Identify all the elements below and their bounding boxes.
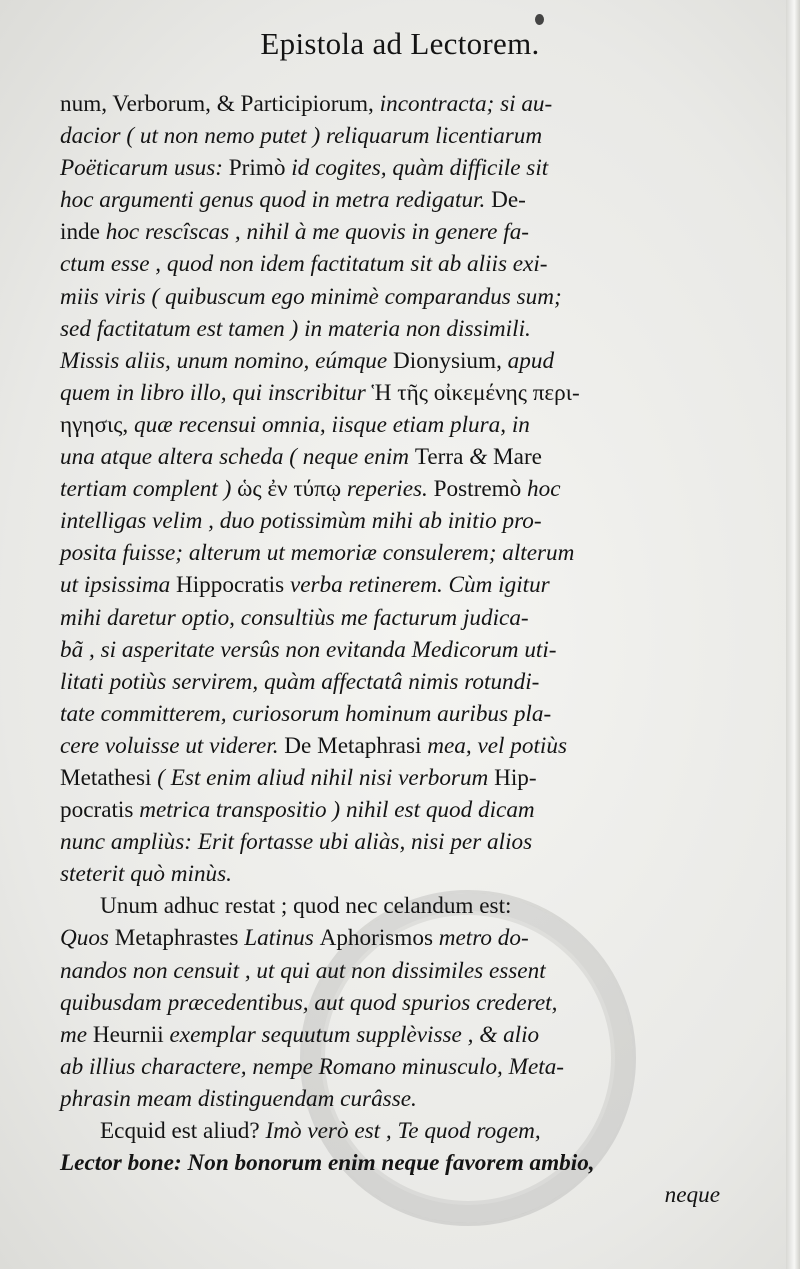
- page-edge: [786, 0, 800, 1269]
- text-line: [60, 955, 720, 987]
- text-line: [60, 1051, 720, 1083]
- text-segment: num, Verborum, & Participiorum,: [60, 91, 380, 117]
- text-segment: tertiam complent ): [60, 476, 238, 503]
- text-segment: Metaphrastes: [114, 925, 245, 952]
- text-line: [60, 377, 720, 409]
- text-line: [60, 1019, 720, 1051]
- text-line: [60, 730, 720, 762]
- text-line: [60, 858, 720, 890]
- running-header: Epistola ad Lectorem.: [260, 26, 540, 61]
- text-segment: Heurnii: [92, 1021, 170, 1048]
- text-segment: mea, vel potiùs: [427, 732, 567, 759]
- ink-spot: [535, 14, 544, 25]
- text-line: [60, 602, 720, 634]
- text-line: [60, 826, 720, 858]
- text-segment: De Metaphrasi: [284, 732, 428, 759]
- text-line: [60, 473, 720, 505]
- text-line: [60, 505, 720, 537]
- text-segment: Ecquid est aliud?: [100, 1118, 266, 1144]
- text-line: [60, 537, 720, 569]
- text-segment: posita fuisse; alterum ut memoriæ consulerem; alterum: [60, 540, 575, 567]
- body-text: [60, 88, 720, 1211]
- text-segment: Aphorismos: [319, 925, 439, 952]
- text-segment: metrica transpositio ) nihil est quod dicam: [139, 797, 535, 824]
- text-segment: tate committerem, curiosorum hominum auribus pla-: [60, 700, 552, 727]
- text-line: [60, 184, 720, 216]
- text-segment: litati potiùs servirem, quàm affectatâ nimis rotundi-: [60, 668, 540, 695]
- text-segment: verba retinerem. Cùm igitur: [289, 572, 550, 599]
- text-segment: Postremò: [433, 476, 528, 503]
- text-segment: neque: [664, 1182, 720, 1209]
- text-line: [60, 88, 720, 120]
- text-segment: mihi daretur optio, consultiùs me facturum judica-: [60, 604, 529, 631]
- text-line: [60, 120, 720, 152]
- text-segment: ut ipsissima: [60, 572, 176, 599]
- text-segment: Hippocratis: [175, 572, 290, 599]
- text-segment: reperies.: [346, 476, 434, 503]
- text-segment: pocratis: [60, 797, 140, 824]
- text-segment: quem in libro illo, qui inscribitur: [60, 379, 372, 406]
- text-segment: quibusdam præcedentibus, aut quod spurios crederet,: [60, 989, 558, 1016]
- text-segment: Latinus: [244, 925, 320, 952]
- text-segment: Terra: [414, 444, 470, 471]
- text-segment: ab illius charactere, nempe Romano minusculo, Meta-: [60, 1053, 565, 1080]
- text-segment: Missis aliis, unum nomino, eúmque: [60, 347, 393, 374]
- text-segment: sed factitatum est tamen ) in materia non dissimili.: [60, 315, 531, 342]
- text-segment: nandos non censuit , ut qui aut non dissimiles essent: [60, 957, 546, 984]
- text-segment: ηγησις,: [60, 411, 135, 438]
- text-segment: Metathesi: [60, 764, 158, 791]
- text-segment: cere voluisse ut viderer.: [60, 732, 285, 759]
- text-segment: Mare: [487, 444, 542, 471]
- text-segment: dacior ( ut non nemo putet ) reliquarum licentiarum: [60, 123, 543, 150]
- text-segment: Dionysium,: [393, 347, 508, 374]
- text-line: [60, 1115, 720, 1147]
- text-segment: nunc ampliùs: Erit fortasse ubi aliàs, nisi per alios: [60, 829, 533, 856]
- text-segment: inde: [60, 219, 106, 246]
- text-segment: quæ recensui omnia, iisque etiam plura, in: [134, 411, 530, 438]
- text-line: [60, 281, 720, 313]
- text-segment: Primò: [228, 155, 292, 182]
- text-segment: una atque altera scheda ( neque enim: [60, 444, 415, 471]
- text-line: [60, 794, 720, 826]
- text-segment: metro do-: [438, 925, 529, 952]
- text-line: [60, 248, 720, 280]
- text-segment: id cogites, quàm difficile sit: [291, 155, 549, 182]
- text-line: [60, 441, 720, 473]
- text-line: [60, 1147, 720, 1179]
- text-line: [60, 1083, 720, 1115]
- text-segment: me: [60, 1021, 93, 1048]
- text-line: [60, 216, 720, 248]
- text-segment: apud: [507, 347, 555, 374]
- text-segment: &: [469, 444, 488, 471]
- text-line: [60, 666, 720, 698]
- text-line: [60, 698, 720, 730]
- text-line: [60, 762, 720, 794]
- text-segment: ctum esse , quod non idem factitatum sit ab aliis exi-: [60, 251, 548, 278]
- text-segment: Poëticarum usus:: [60, 155, 229, 182]
- text-segment: incontracta; si au-: [379, 91, 553, 117]
- text-segment: Unum adhuc restat ; quod nec celandum est:: [100, 893, 512, 920]
- text-line: [60, 987, 720, 1019]
- text-segment: steterit quò minùs.: [60, 861, 232, 888]
- text-segment: miis viris ( quibuscum ego minimè comparandus sum;: [60, 283, 562, 310]
- text-segment: hoc: [527, 476, 561, 503]
- text-line: [60, 313, 720, 345]
- text-segment: phrasin meam distinguendam curâsse.: [60, 1085, 417, 1112]
- text-line: [60, 409, 720, 441]
- text-line: [60, 922, 720, 954]
- text-segment: Quos: [60, 925, 115, 952]
- text-segment: Hip-: [494, 764, 537, 791]
- text-segment: ( Est enim aliud nihil nisi verborum: [157, 764, 495, 791]
- text-segment: bã , si asperitate versûs non evitanda Medicorum uti-: [60, 636, 557, 663]
- text-line: [60, 634, 720, 666]
- text-line: [60, 1179, 720, 1211]
- text-segment: exemplar sequutum supplèvisse , & alio: [169, 1021, 540, 1048]
- text-line: [60, 890, 720, 922]
- text-segment: intelligas velim , duo potissimùm mihi ab initio pro-: [60, 508, 542, 535]
- text-segment: ὡς ἐν τύπῳ: [237, 476, 347, 503]
- text-line: [60, 345, 720, 377]
- text-segment: Ἡ τῆς οἰκεμένης περι-: [371, 379, 580, 406]
- text-segment: hoc rescîscas , nihil à me quovis in genere fa-: [105, 219, 530, 246]
- text-segment: De-: [491, 187, 526, 214]
- text-segment: hoc argumenti genus quod in metra redigatur.: [60, 187, 492, 214]
- text-segment: Lector bone: Non bonorum enim neque favorem ambio,: [60, 1150, 595, 1177]
- text-line: [60, 152, 720, 184]
- text-segment: Imò verò est , Te quod rogem,: [265, 1118, 541, 1144]
- text-line: [60, 569, 720, 601]
